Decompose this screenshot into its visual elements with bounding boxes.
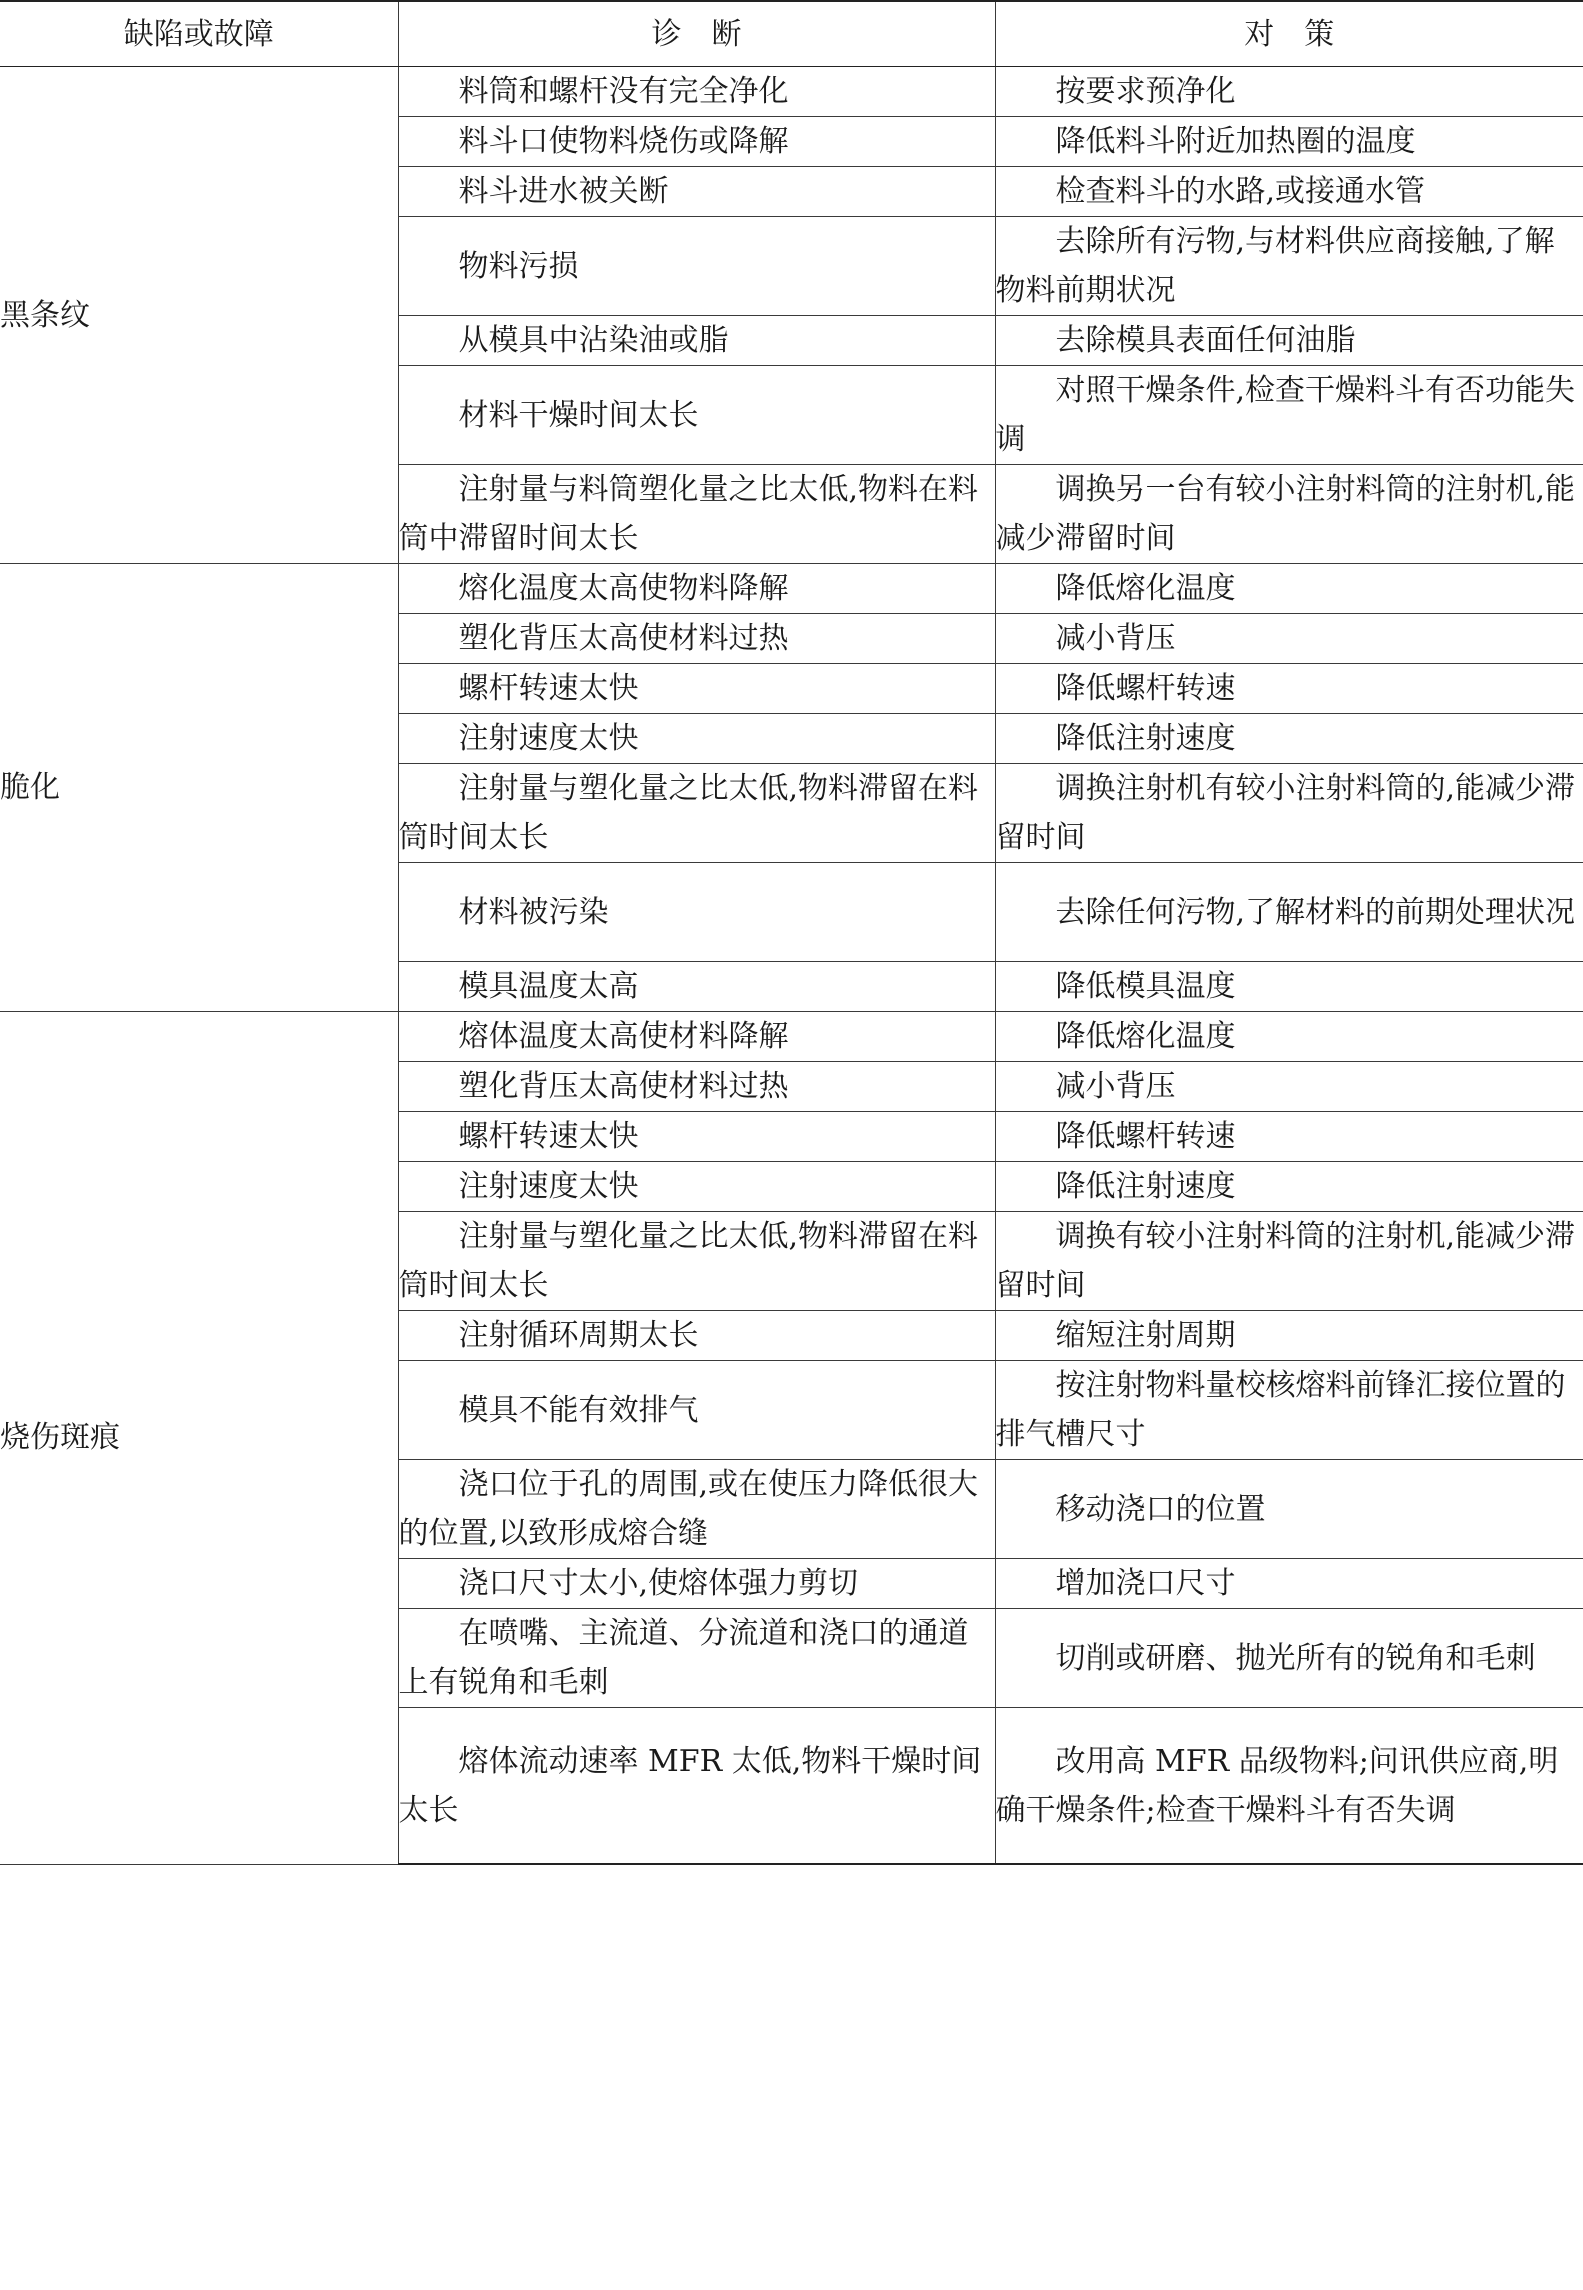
measure-cell: 调换有较小注射料筒的注射机,能减少滞留时间 <box>995 1212 1583 1311</box>
measure-cell: 调换另一台有较小注射料筒的注射机,能减少滞留时间 <box>995 465 1583 564</box>
measure-cell: 降低料斗附近加热圈的温度 <box>995 117 1583 167</box>
measure-cell: 对照干燥条件,检查干燥料斗有否功能失调 <box>995 366 1583 465</box>
diagnosis-cell: 塑化背压太高使材料过热 <box>398 1062 995 1112</box>
measure-cell: 移动浇口的位置 <box>995 1460 1583 1559</box>
measure-cell: 增加浇口尺寸 <box>995 1559 1583 1609</box>
diagnosis-cell: 塑化背压太高使材料过热 <box>398 614 995 664</box>
diagnosis-cell: 螺杆转速太快 <box>398 664 995 714</box>
measure-cell: 降低注射速度 <box>995 714 1583 764</box>
defect-cell: 烧伤斑痕 <box>0 1012 398 1865</box>
measure-cell: 降低螺杆转速 <box>995 664 1583 714</box>
diagnosis-cell: 材料干燥时间太长 <box>398 366 995 465</box>
table-row <box>0 1012 1583 1062</box>
diagnosis-cell: 注射循环周期太长 <box>398 1311 995 1361</box>
diagnosis-cell: 在喷嘴、主流道、分流道和浇口的通道上有锐角和毛刺 <box>398 1609 995 1708</box>
measure-cell: 缩短注射周期 <box>995 1311 1583 1361</box>
measure-cell: 减小背压 <box>995 1062 1583 1112</box>
table-row <box>0 564 1583 614</box>
measure-cell: 按注射物料量校核熔料前锋汇接位置的排气槽尺寸 <box>995 1361 1583 1460</box>
diagnosis-cell: 螺杆转速太快 <box>398 1112 995 1162</box>
diagnosis-cell: 注射量与塑化量之比太低,物料滞留在料筒时间太长 <box>398 1212 995 1311</box>
diagnosis-cell: 模具不能有效排气 <box>398 1361 995 1460</box>
measure-cell: 降低模具温度 <box>995 962 1583 1012</box>
measure-cell: 降低熔化温度 <box>995 564 1583 614</box>
table-header-row <box>0 1 1583 67</box>
header-diagnosis: 诊 断 <box>398 1 995 67</box>
measure-cell: 减小背压 <box>995 614 1583 664</box>
diagnosis-cell: 料筒和螺杆没有完全净化 <box>398 67 995 117</box>
diagnosis-cell: 注射速度太快 <box>398 714 995 764</box>
measure-cell: 去除任何污物,了解材料的前期处理状况 <box>995 863 1583 962</box>
header-measure: 对 策 <box>995 1 1583 67</box>
header-defect: 缺陷或故障 <box>0 1 398 67</box>
table-row <box>0 67 1583 117</box>
measure-cell: 检查料斗的水路,或接通水管 <box>995 167 1583 217</box>
measure-cell: 改用高 MFR 品级物料;问讯供应商,明确干燥条件;检查干燥料斗有否失调 <box>995 1708 1583 1865</box>
diagnosis-cell: 熔体温度太高使材料降解 <box>398 1012 995 1062</box>
measure-cell: 降低熔化温度 <box>995 1012 1583 1062</box>
measure-cell: 按要求预净化 <box>995 67 1583 117</box>
diagnosis-cell: 注射量与塑化量之比太低,物料滞留在料筒时间太长 <box>398 764 995 863</box>
measure-cell: 去除所有污物,与材料供应商接触,了解物料前期状况 <box>995 217 1583 316</box>
diagnosis-cell: 熔化温度太高使物料降解 <box>398 564 995 614</box>
diagnosis-cell: 注射速度太快 <box>398 1162 995 1212</box>
diagnosis-cell: 浇口尺寸太小,使熔体强力剪切 <box>398 1559 995 1609</box>
measure-cell: 降低螺杆转速 <box>995 1112 1583 1162</box>
diagnosis-cell: 物料污损 <box>398 217 995 316</box>
diagnosis-cell: 从模具中沾染油或脂 <box>398 316 995 366</box>
diagnosis-cell: 熔体流动速率 MFR 太低,物料干燥时间太长 <box>398 1708 995 1865</box>
measure-cell: 去除模具表面任何油脂 <box>995 316 1583 366</box>
diagnosis-cell: 料斗进水被关断 <box>398 167 995 217</box>
defect-cell: 黑条纹 <box>0 67 398 564</box>
measure-cell: 降低注射速度 <box>995 1162 1583 1212</box>
defect-cell: 脆化 <box>0 564 398 1012</box>
measure-cell: 切削或研磨、抛光所有的锐角和毛刺 <box>995 1609 1583 1708</box>
diagnosis-cell: 注射量与料筒塑化量之比太低,物料在料筒中滞留时间太长 <box>398 465 995 564</box>
measure-cell: 调换注射机有较小注射料筒的,能减少滞留时间 <box>995 764 1583 863</box>
diagnosis-cell: 料斗口使物料烧伤或降解 <box>398 117 995 167</box>
diagnosis-cell: 模具温度太高 <box>398 962 995 1012</box>
diagnosis-cell: 浇口位于孔的周围,或在使压力降低很大的位置,以致形成熔合缝 <box>398 1460 995 1559</box>
diagnosis-cell: 材料被污染 <box>398 863 995 962</box>
